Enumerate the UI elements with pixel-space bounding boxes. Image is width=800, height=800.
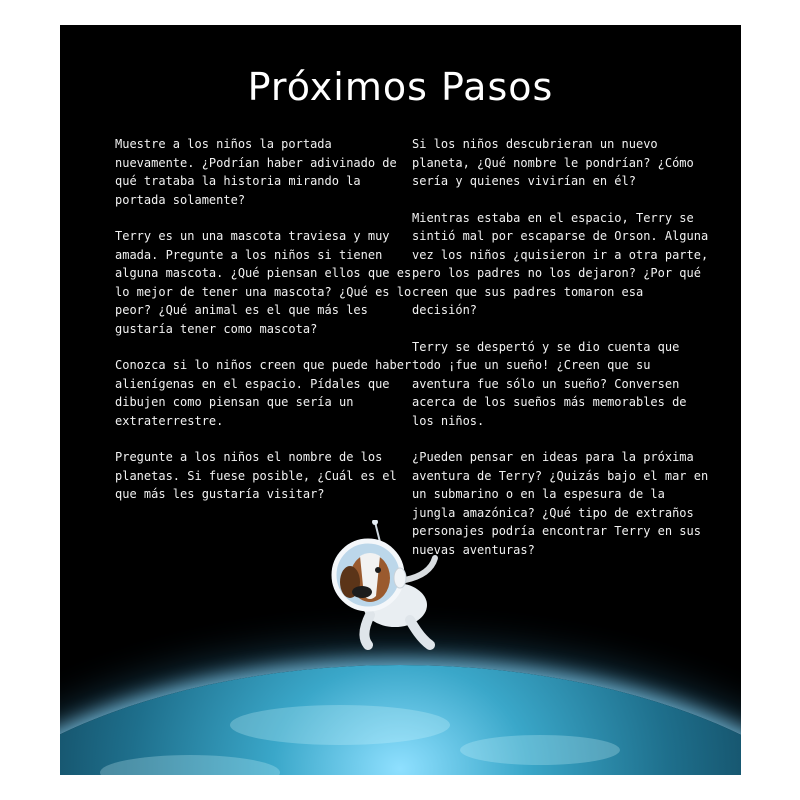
paragraph: Terry es un una mascota traviesa y muy amada. Pregunte a los niños si tienen alguna mascota. ¿Qué piensan ellos que es lo mejor de tener una mascota? ¿Qué es lo peor? ¿Qué animal es el que más les gustaría tener como mascota?	[115, 229, 412, 336]
paragraph: Pregunte a los niños el nombre de los planetas. Si fuese posible, ¿Cuál es el que más les gustaría visitar?	[115, 450, 397, 501]
astronaut-dog-illustration	[290, 520, 460, 660]
left-column	[115, 135, 415, 522]
right-column	[412, 135, 712, 577]
paragraph: Terry se despertó y se dio cuenta que todo ¡fue un sueño! ¿Creen que su aventura fue sólo un sueño? Conversen acerca de los sueños más memorables de los niños.	[412, 339, 687, 428]
paragraph: Si los niños descubrieran un nuevo planeta, ¿Qué nombre le pondrían? ¿Cómo sería y quienes vivirían en él?	[412, 137, 694, 188]
paragraph: Muestre a los niños la portada nuevamente. ¿Podrían haber adivinado de qué trataba la historia mirando la portada solamente?	[115, 137, 397, 207]
paragraph: Mientras estaba en el espacio, Terry se sintió mal por escaparse de Orson. Alguna vez los niños ¿quisieron ir a otra parte, pero los padres no los dejaron? ¿Por qué creen que sus padres tomaron esa decisión?	[412, 210, 709, 317]
planet-earth-illustration	[60, 665, 741, 775]
paragraph: Conozca si lo niños creen que puede haber alienígenas en el espacio. Pídales que dibujen como piensan que sería un extraterrestre.	[115, 358, 412, 428]
paragraph: ¿Pueden pensar en ideas para la próxima aventura de Terry? ¿Quizás bajo el mar en un submarino o en la espesura de la jungla amazónica? ¿Qué tipo de extraños personajes podría encontrar Terry en sus nuevas aventuras?	[412, 450, 709, 557]
page-title: Próximos Pasos	[247, 65, 554, 109]
book-page	[60, 25, 741, 775]
